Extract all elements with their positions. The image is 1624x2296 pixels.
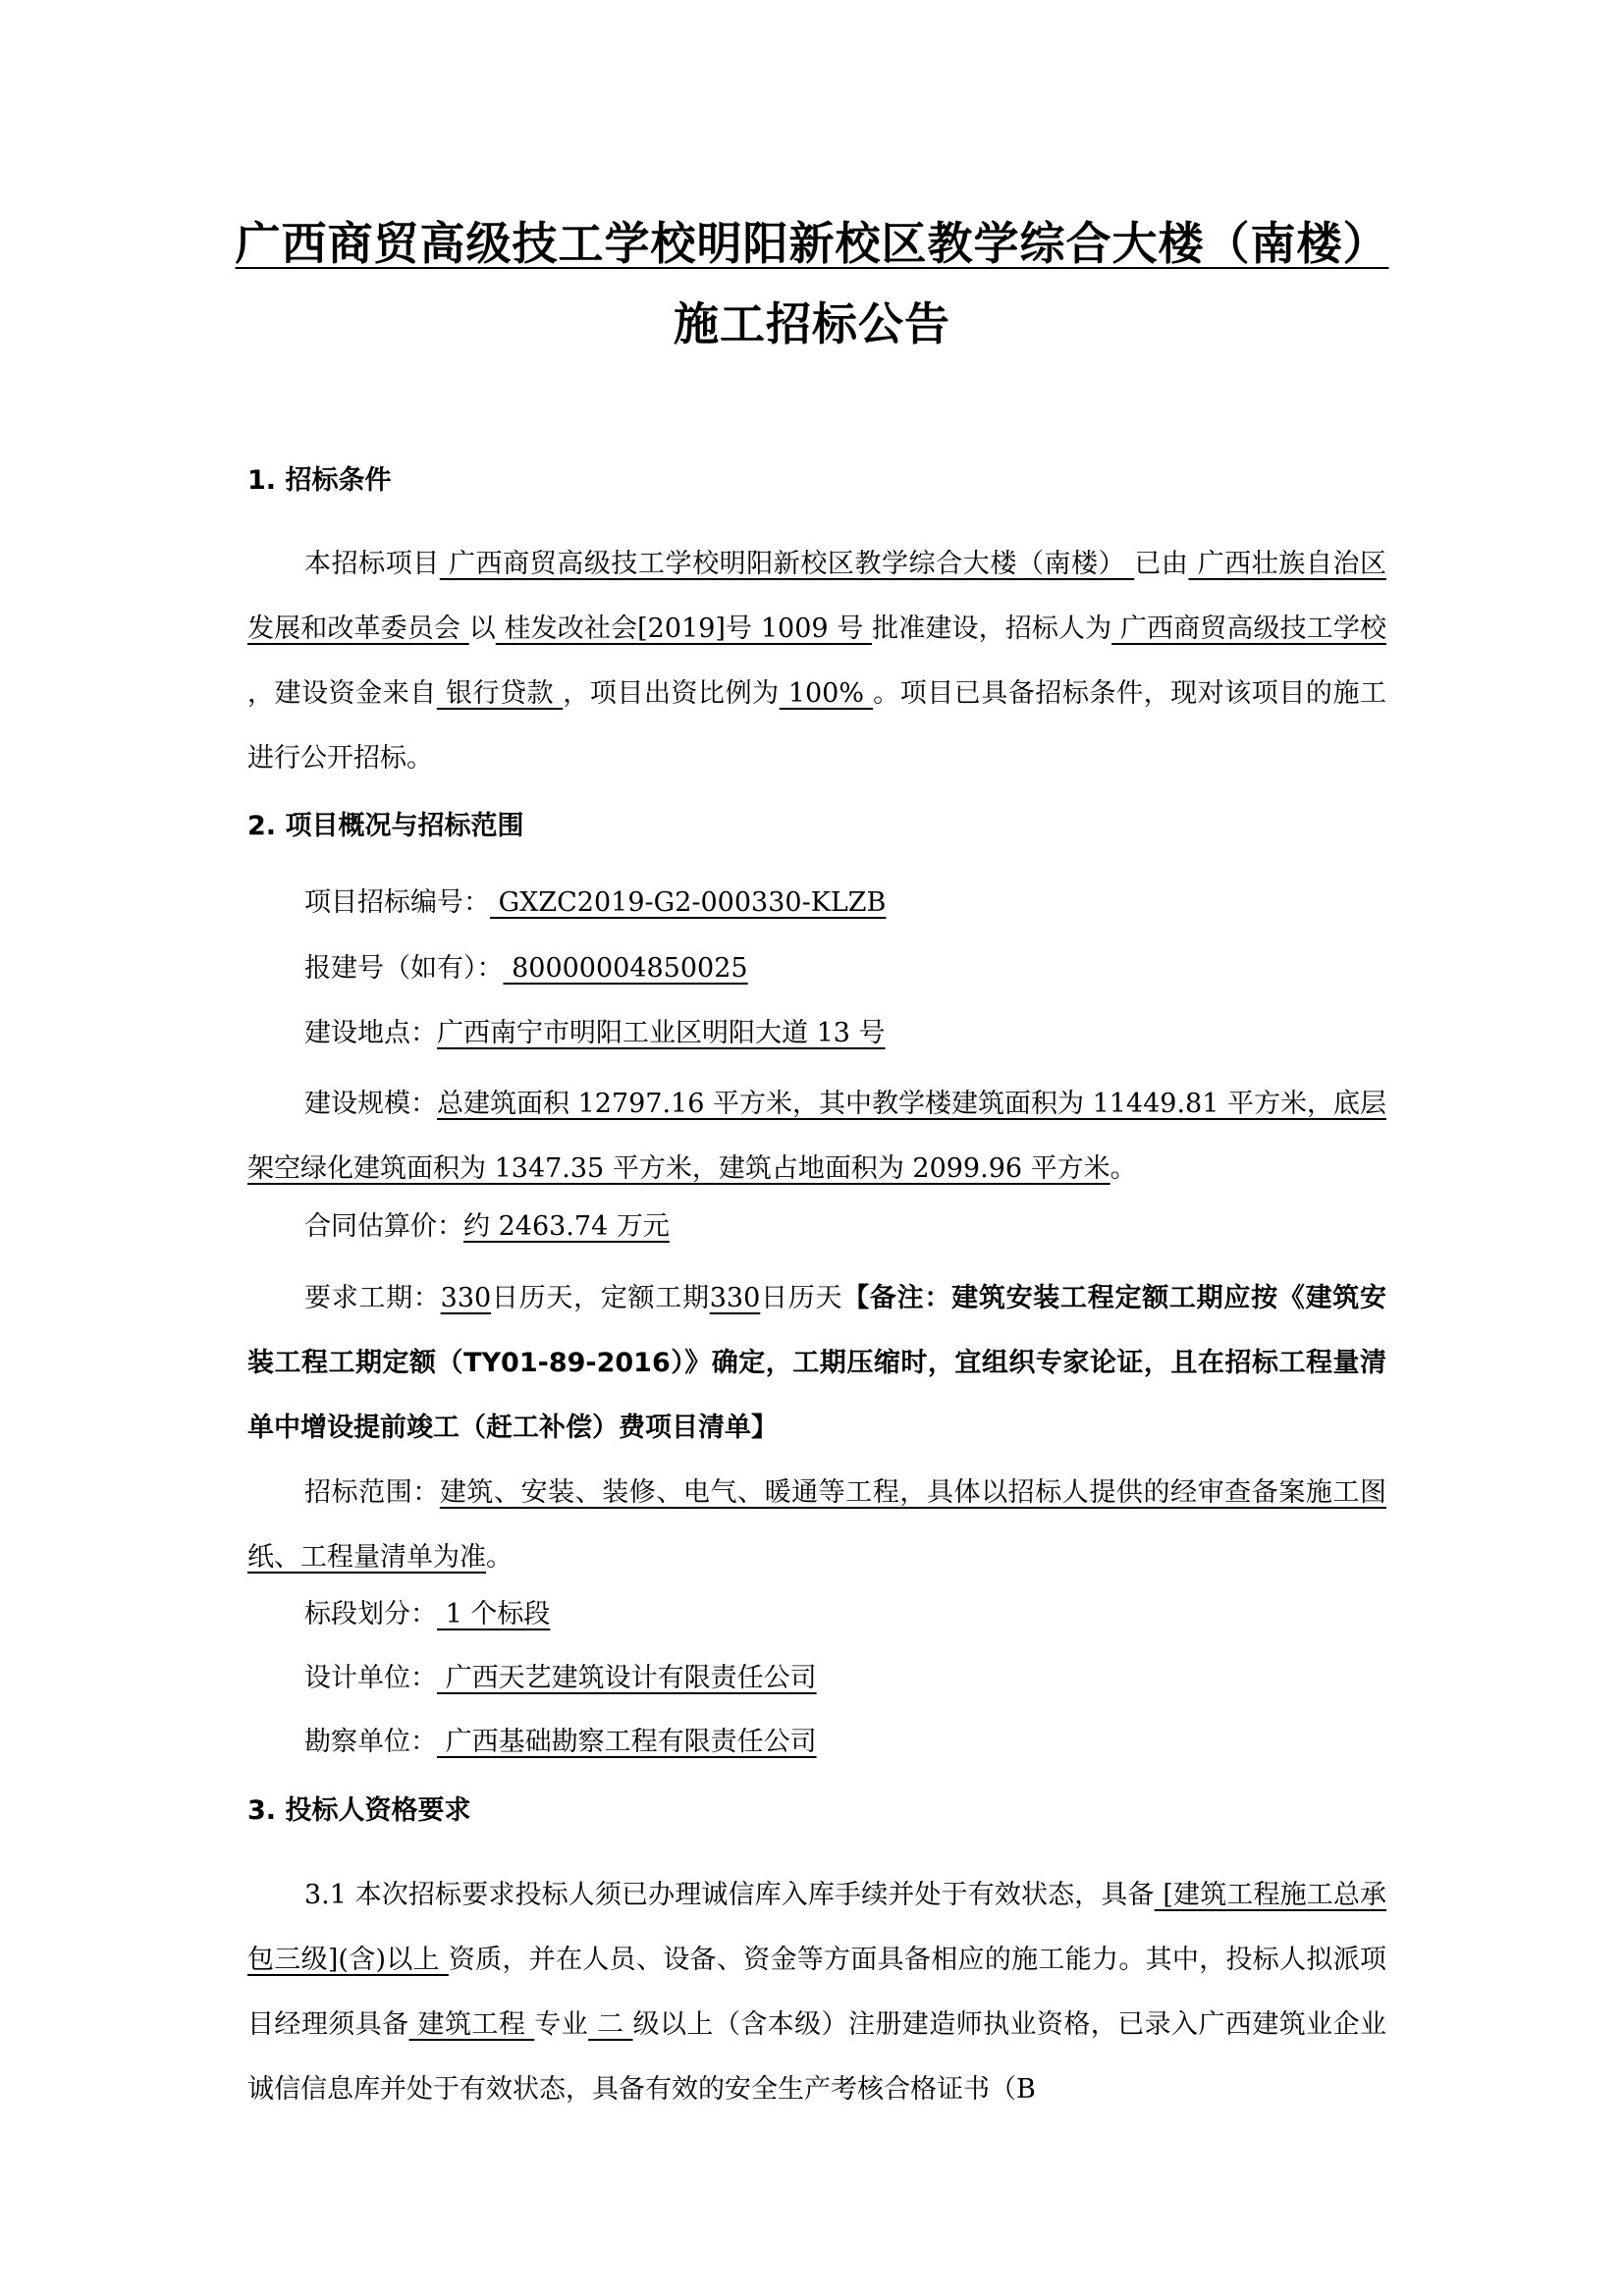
period-note: 【备注：建筑安装工程定额工期应按《建筑安装工程工期定额（TY01-89-2016）》确定，工期压缩时，宜组织专家论证，且在招标工程量清单中增设提前竣工（赶工补偿）费项目清单】 (247, 1283, 1387, 1443)
tenderer: 广西商贸高级技工学校 (1111, 614, 1387, 644)
qualification: [建筑工程施工总承包三级](含)以上 (247, 1880, 1386, 1975)
range-paragraph (247, 1461, 1386, 1590)
required-days: 330 (440, 1283, 492, 1313)
label: 项目招标编号： (304, 887, 490, 918)
section-3-paragraph (247, 1863, 1386, 2122)
label: 招标范围： (304, 1477, 440, 1508)
survey-unit: 广西基础勘察工程有限责任公司 (437, 1727, 817, 1757)
label: 报建号（如有）： (304, 953, 504, 984)
survey-unit-line (304, 1723, 817, 1762)
registration-line (304, 949, 748, 988)
text: 已由 (1134, 549, 1189, 579)
document-title (0, 214, 1624, 273)
tender-range: 建筑、安装、装修、电气、暖通等工程，具体以招标人提供的经审查备案施工图纸、工程量清单为准 (247, 1477, 1387, 1573)
section-3-heading: 3. 投标人资格要求 (247, 1795, 471, 1826)
section-1-heading: 1. 招标条件 (247, 465, 392, 496)
fund-source: 银行贷款 (436, 678, 564, 709)
project-name: 广西商贸高级技工学校明阳新校区教学综合大楼（南楼） (439, 549, 1135, 579)
registration-number: 80000004850025 (503, 953, 748, 984)
text: 批准建设，招标人为 (872, 614, 1112, 644)
major: 建筑工程 (408, 2009, 535, 2040)
label: 建设规模： (304, 1089, 437, 1119)
section-1-paragraph (247, 532, 1386, 791)
funding-ratio: 100% (779, 678, 874, 709)
document-subtitle: 施工招标公告 (674, 297, 950, 350)
text: 本招标项目 (304, 549, 440, 579)
label: 设计单位： (304, 1663, 437, 1693)
location: 广西南宁市明阳工业区明阳大道 13 号 (437, 1018, 886, 1048)
estimated-price: 约 2463.74 万元 (463, 1211, 670, 1242)
label: 建设地点： (304, 1018, 437, 1048)
text: 日历天 (760, 1283, 843, 1313)
text: 以 (468, 614, 496, 644)
text: 。 (1110, 1153, 1137, 1184)
location-line (304, 1014, 886, 1053)
approval-doc: 桂发改社会[2019]号 1009 号 (495, 614, 873, 644)
text: 级以上（含本级）注册建造师执业资格，已录入广西建筑业企业诚信信息库并处于有效状态，具备有效的安全生产考核合格证书（B (247, 2009, 1387, 2105)
section-division: 1 个标段 (437, 1599, 551, 1629)
label: 要求工期： (304, 1283, 441, 1313)
text: 日历天，定额工期 (491, 1283, 710, 1313)
scale-paragraph (247, 1072, 1386, 1201)
text: 。项目已具备招标条件，现对该项目的施工进行公开招标。 (247, 678, 1387, 774)
label: 勘察单位： (304, 1727, 437, 1757)
label: 合同估算价： (304, 1211, 463, 1242)
text: 3.1 本次招标要求投标人须已办理诚信库入库手续并处于有效状态，具备 (304, 1880, 1155, 1910)
text: 资质，并在人员、设备、资金等方面具备相应的施工能力。其中，投标人拟派项目经理须具备 (247, 1945, 1387, 2040)
text: 。 (486, 1542, 513, 1573)
title-line-1: 广西商贸高级技工学校明阳新校区教学综合大楼（南楼） (235, 217, 1389, 270)
label: 标段划分： (304, 1599, 437, 1629)
quota-days: 330 (709, 1283, 761, 1313)
tender-code-line (304, 883, 886, 923)
price-line (304, 1207, 670, 1247)
period-paragraph (247, 1266, 1386, 1461)
scale: 总建筑面积 12797.16 平方米，其中教学楼建筑面积为 11449.81 平方米，底层架空绿化建筑面积为 1347.35 平方米，建筑占地面积为 2099.96 平方米 (247, 1089, 1386, 1184)
approver: 广西壮族自治区发展和改革委员会 (247, 549, 1387, 644)
section-division-line (304, 1595, 550, 1634)
grade: 二 (588, 2009, 633, 2040)
text: ，项目出资比例为 (563, 678, 780, 709)
design-unit-line (304, 1659, 817, 1698)
text: ，建设资金来自 (247, 678, 437, 709)
section-2-heading: 2. 项目概况与招标范围 (247, 811, 524, 841)
design-unit: 广西天艺建筑设计有限责任公司 (437, 1663, 817, 1693)
tender-code: GXZC2019-G2-000330-KLZB (490, 887, 887, 918)
text: 专业 (534, 2009, 589, 2040)
